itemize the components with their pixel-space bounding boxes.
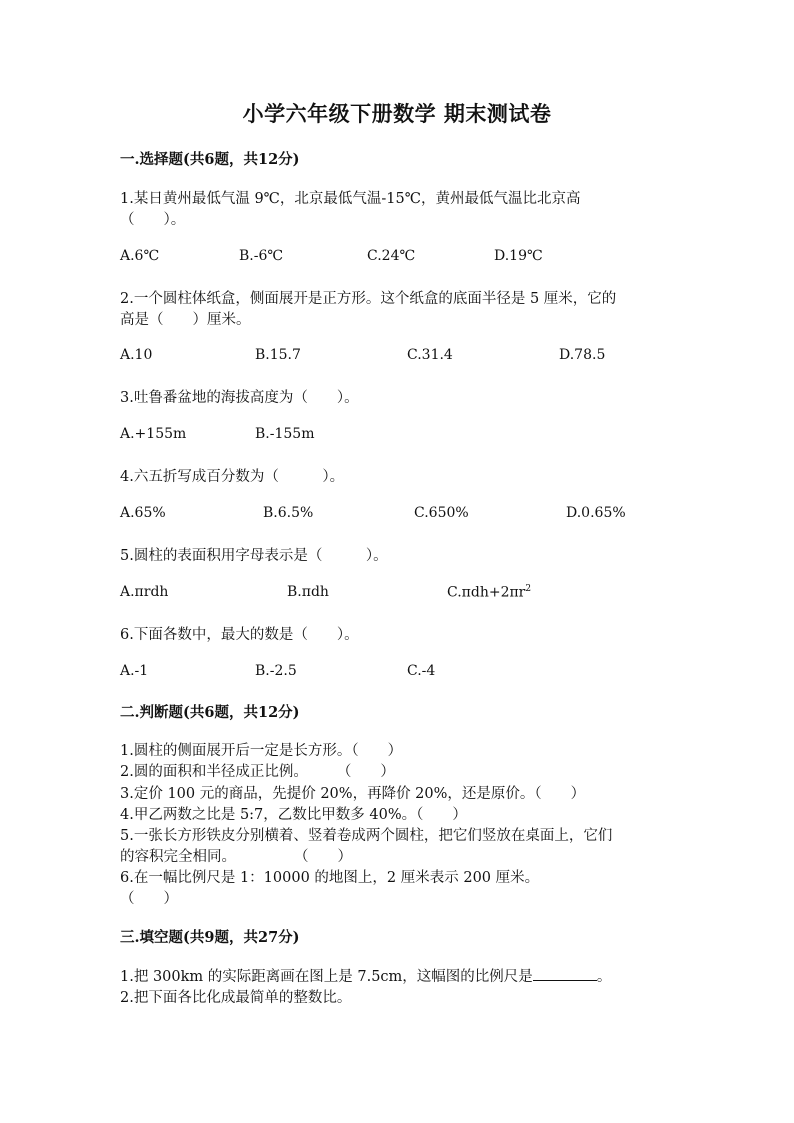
option-a[interactable]: A.+155m [120, 426, 187, 442]
option-b[interactable]: B.15.7 [255, 347, 301, 363]
option-d[interactable]: D.19℃ [494, 248, 543, 264]
answer-blank[interactable] [533, 966, 597, 981]
question-1-options [120, 248, 543, 268]
option-c[interactable]: C.-4 [407, 663, 436, 679]
option-b[interactable]: B.-6℃ [239, 248, 284, 264]
option-d[interactable]: D.78.5 [559, 347, 606, 363]
option-b[interactable]: B.6.5% [263, 505, 314, 521]
judgement-line: 1.圆柱的侧面展开后一定是长方形。（ ） [120, 743, 403, 759]
question-4-line-1: 4.六五折写成百分数为（ ）。 [120, 469, 345, 485]
page-title: 小学六年级下册数学 期末测试卷 [242, 101, 552, 126]
question-1-line-2: （ ）。 [120, 212, 186, 228]
question-2-line-1: 2.一个圆柱体纸盒，侧面展开是正方形。这个纸盒的底面半径是 5 厘米，它的 [120, 291, 617, 307]
fill-question-1 [120, 965, 611, 986]
option-a[interactable]: A.65% [120, 505, 166, 521]
question-1-line-1: 1.某日黄州最低气温 9℃，北京最低气温-15℃，黄州最低气温比北京高 [120, 191, 581, 207]
section-heading-choice: 一.选择题(共6题，共12分) [120, 151, 300, 168]
option-c-text: C.πdh+2πr [447, 584, 526, 601]
option-c[interactable]: C.24℃ [367, 248, 416, 264]
option-c[interactable]: C.31.4 [407, 347, 453, 363]
section-heading-fill-blank: 三.填空题(共9题，共27分) [120, 929, 300, 946]
fill-question-2: 2.把下面各比化成最简单的整数比。 [120, 990, 352, 1006]
question-2-options [120, 347, 606, 367]
section-heading-judgement: 二.判断题(共6题，共12分) [120, 704, 300, 721]
question-4-options [120, 505, 626, 525]
option-c[interactable] [447, 584, 531, 601]
judgement-line: 4.甲乙两数之比是 5:7，乙数比甲数多 40%。（ ） [120, 807, 467, 823]
judgement-line: 的容积完全相同。 （ ） [120, 849, 352, 865]
judgement-line: 5.一张长方形铁皮分别横着、竖着卷成两个圆柱，把它们竖放在桌面上，它们 [120, 828, 613, 844]
option-a[interactable]: A.10 [120, 347, 153, 363]
option-b[interactable]: B.-155m [255, 426, 315, 442]
fill-question-1-text: 1.把 300km 的实际距离画在图上是 7.5cm，这幅图的比例尺是 [120, 969, 533, 985]
option-b[interactable]: B.πdh [287, 584, 329, 600]
question-6-line-1: 6.下面各数中，最大的数是（ ）。 [120, 627, 359, 643]
question-3-line-1: 3.吐鲁番盆地的海拔高度为（ ）。 [120, 390, 359, 406]
option-d[interactable]: D.0.65% [566, 505, 626, 521]
judgement-line: 6.在一幅比例尺是 1：10000 的地图上，2 厘米表示 200 厘米。 [120, 870, 540, 886]
option-b[interactable]: B.-2.5 [255, 663, 297, 679]
option-a[interactable]: A.-1 [120, 663, 149, 679]
question-2-line-2: 高是（ ）厘米。 [120, 312, 251, 328]
superscript-exponent: 2 [525, 584, 532, 594]
question-3-options [120, 426, 315, 446]
question-5-line-1: 5.圆柱的表面积用字母表示是（ ）。 [120, 548, 388, 564]
judgement-line: 2.圆的面积和半径成正比例。 （ ） [120, 764, 395, 780]
fill-question-1-end: 。 [596, 969, 612, 985]
option-a[interactable]: A.6℃ [120, 248, 160, 264]
judgement-line: （ ） [120, 891, 178, 907]
judgement-line: 3.定价 100 元的商品，先提价 20%，再降价 20%，还是原价。（ ） [120, 786, 586, 802]
question-6-options [120, 663, 436, 683]
option-a[interactable]: A.πrdh [120, 584, 169, 600]
option-c[interactable]: C.650% [414, 505, 469, 521]
